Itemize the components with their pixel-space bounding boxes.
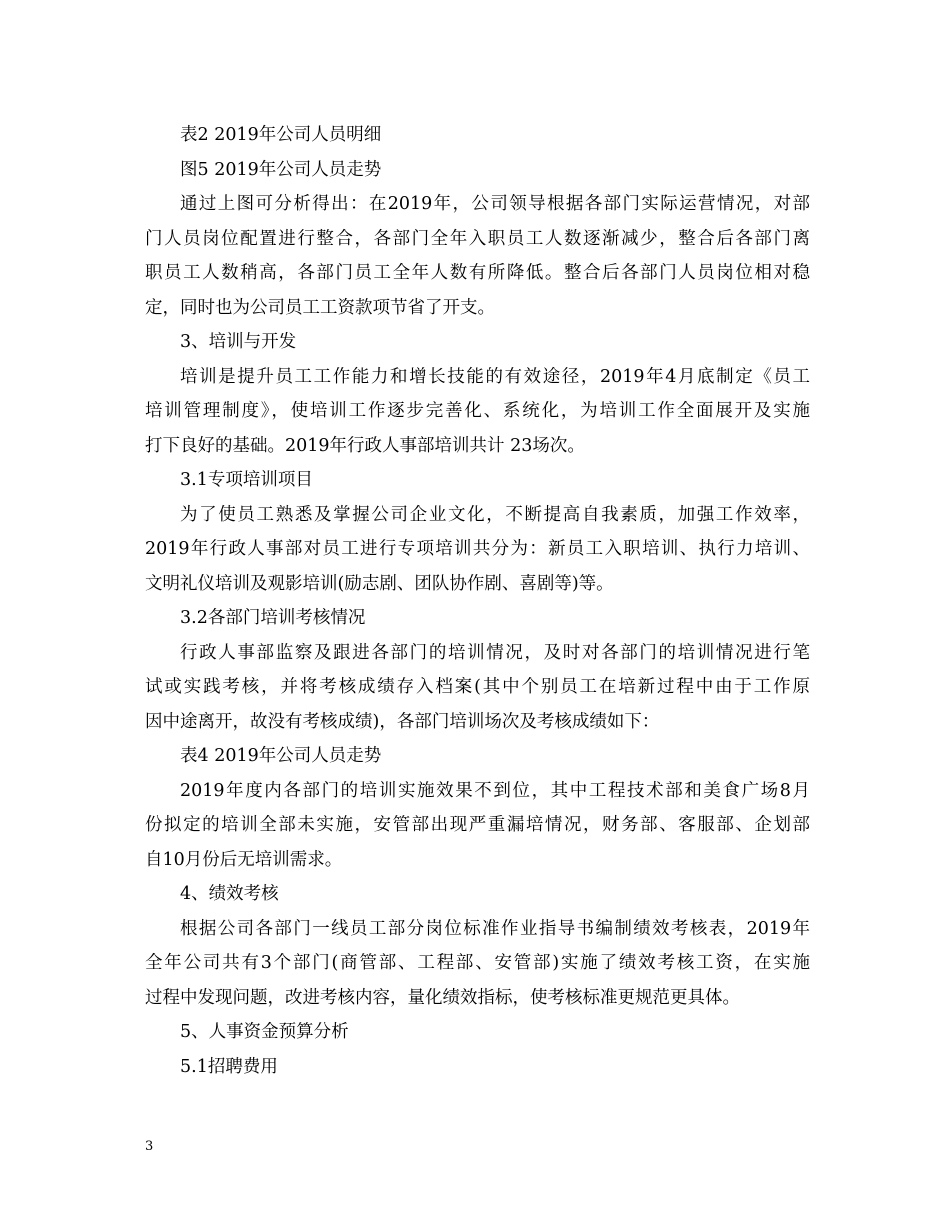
section-heading: 表2 2019年公司人员明细 (180, 125, 382, 145)
paragraph-line: 为了使员工熟悉及掌握公司企业文化，不断提高自我素质，加强工作效率， (180, 504, 810, 525)
document-body (145, 118, 810, 1084)
paragraph (145, 187, 810, 325)
paragraph-line: 全年公司共有3个部门(商管部、工程部、安管部)实施了绩效考核工资，在实施 (145, 953, 810, 973)
page-number: 3 (145, 1139, 154, 1154)
section-heading: 图5 2019年公司人员走势 (180, 159, 382, 180)
paragraph (145, 360, 810, 464)
paragraph-line: 2019年行政人事部对员工进行专项培训共分为：新员工入职培训、执行力培训、 (145, 539, 810, 559)
paragraph-line: 根据公司各部门一线员工部分岗位标准作业指导书编制绩效考核表，2019年 (180, 918, 810, 939)
paragraph (145, 498, 810, 602)
paragraph-line: 培训管理制度》，使培训工作逐步完善化、系统化，为培训工作全面展开及实施 (145, 401, 810, 421)
paragraph-line: 过程中发现问题，改进考核内容，量化绩效指标，使考核标准更规范更具体。 (145, 987, 740, 1008)
paragraph-line: 打下良好的基础。2019年行政人事部培训共计 23场次。 (145, 435, 585, 456)
paragraph-line: 2019年度内各部门的培训实施效果不到位，其中工程技术部和美食广场8月 (180, 780, 810, 801)
section-heading: 表4 2019年公司人员走势 (180, 746, 382, 766)
paragraph-line: 文明礼仪培训及观影培训(励志剧、团队协作剧、喜剧等)等。 (145, 573, 614, 594)
paragraph-line: 门人员岗位配置进行整合，各部门全年入职员工人数逐渐减少，整合后各部门离 (145, 228, 810, 249)
paragraph-line: 行政人事部监察及跟进各部门的培训情况，及时对各部门的培训情况进行笔 (180, 642, 810, 663)
paragraph (145, 636, 810, 740)
section-heading: 5、人事资金预算分析 (180, 1022, 349, 1042)
section-heading: 3、培训与开发 (180, 332, 297, 352)
section-heading: 3.2各部门培训考核情况 (180, 608, 366, 628)
paragraph-line: 职员工人数稍高，各部门员工全年人数有所降低。整合后各部门人员岗位相对稳 (145, 263, 810, 283)
paragraph-line: 定，同时也为公司员工工资款项节省了开支。 (145, 297, 495, 318)
paragraph (145, 774, 810, 878)
paragraph-line: 试或实践考核，并将考核成绩存入档案(其中个别员工在培新过程中由于工作原 (145, 677, 810, 697)
paragraph-line: 培训是提升员工工作能力和增长技能的有效途径，2019年4月底制定《员工 (180, 366, 810, 387)
section-heading: 3.1专项培训项目 (180, 470, 313, 490)
paragraph-line: 份拟定的培训全部未实施，安管部出现严重漏培情况，财务部、客服部、企划部 (145, 815, 810, 835)
paragraph-line: 自10月份后无培训需求。 (145, 849, 343, 870)
paragraph (145, 912, 810, 1016)
paragraph-line: 通过上图可分析得出：在2019年，公司领导根据各部门实际运营情况，对部 (180, 194, 810, 214)
section-heading: 4、绩效考核 (180, 884, 279, 904)
paragraph-line: 因中途离开，故没有考核成绩)，各部门培训场次及考核成绩如下： (145, 711, 660, 732)
section-heading: 5.1招聘费用 (180, 1056, 278, 1077)
